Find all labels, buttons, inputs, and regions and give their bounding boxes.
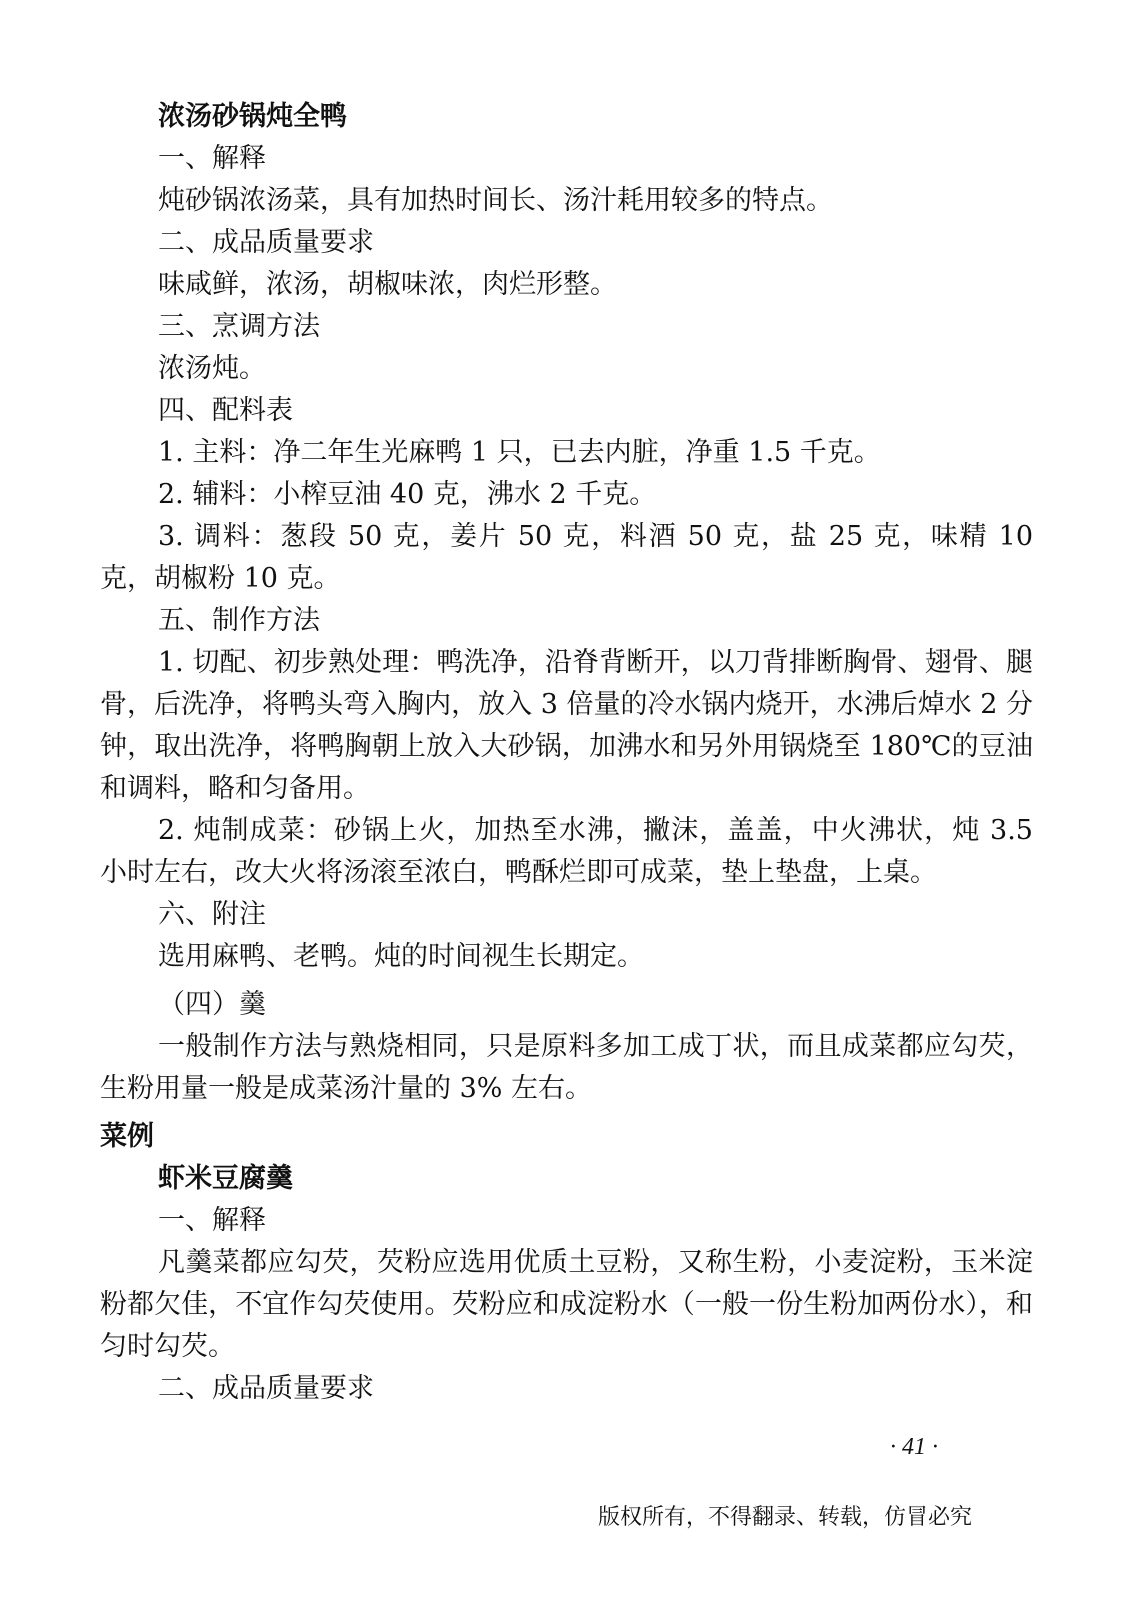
subsection-heading: （四）羹	[158, 989, 266, 1020]
section-heading: 二、成品质量要求	[158, 1373, 374, 1404]
paragraph: 炖砂锅浓汤菜，具有加热时间长、汤汁耗用较多的特点。	[158, 185, 833, 216]
method-step: 1. 切配、初步熟处理：鸭洗净，沿脊背断开，以刀背排断胸骨、翅骨、腿骨，后洗净，将鸭头弯入胸内，放入 3 倍量的冷水锅内烧开，水沸后焯水 2 分钟，取出洗净，将鸭胸朝上放入大砂锅，加沸水和另外用锅烧至 180℃的豆油和调料，略和匀备用。	[100, 647, 1033, 804]
section-heading: 二、成品质量要求	[158, 227, 374, 258]
paragraph: 一般制作方法与熟烧相同，只是原料多加工成丁状，而且成菜都应勾芡，生粉用量一般是成菜汤汁量的 3% 左右。	[100, 1031, 1033, 1104]
examples-heading: 菜例	[100, 1121, 154, 1152]
method-step: 2. 炖制成菜：砂锅上火，加热至水沸，撇沫，盖盖，中火沸状，炖 3.5 小时左右，改大火将汤滚至浓白，鸭酥烂即可成菜，垫上垫盘，上桌。	[100, 815, 1033, 888]
section-heading: 三、烹调方法	[158, 311, 320, 342]
copyright-notice: 版权所有，不得翻录、转载，仿冒必究	[598, 1505, 973, 1530]
section-heading: 六、附注	[158, 899, 266, 930]
recipe-title: 浓汤砂锅炖全鸭	[158, 101, 347, 132]
section-heading: 一、解释	[158, 143, 266, 174]
page-content	[100, 96, 1033, 1410]
section-heading: 五、制作方法	[158, 605, 320, 636]
recipe-title: 虾米豆腐羹	[158, 1163, 293, 1194]
ingredient-item: 2. 辅料：小榨豆油 40 克，沸水 2 千克。	[158, 479, 657, 510]
paragraph: 浓汤炖。	[158, 353, 266, 384]
paragraph: 选用麻鸭、老鸭。炖的时间视生长期定。	[158, 941, 644, 972]
ingredient-item: 3. 调料：葱段 50 克，姜片 50 克，料酒 50 克，盐 25 克，味精 10 克，胡椒粉 10 克。	[100, 521, 1033, 594]
paragraph: 味咸鲜，浓汤，胡椒味浓，肉烂形整。	[158, 269, 617, 300]
section-heading: 四、配料表	[158, 395, 293, 426]
ingredient-item: 1. 主料：净二年生光麻鸭 1 只，已去内脏，净重 1.5 千克。	[158, 437, 881, 468]
section-heading: 一、解释	[158, 1205, 266, 1236]
page-number: · 41 ·	[890, 1434, 938, 1460]
paragraph: 凡羹菜都应勾芡，芡粉应选用优质土豆粉，又称生粉，小麦淀粉，玉米淀粉都欠佳，不宜作勾芡使用。芡粉应和成淀粉水（一般一份生粉加两份水），和匀时勾芡。	[100, 1247, 1033, 1362]
